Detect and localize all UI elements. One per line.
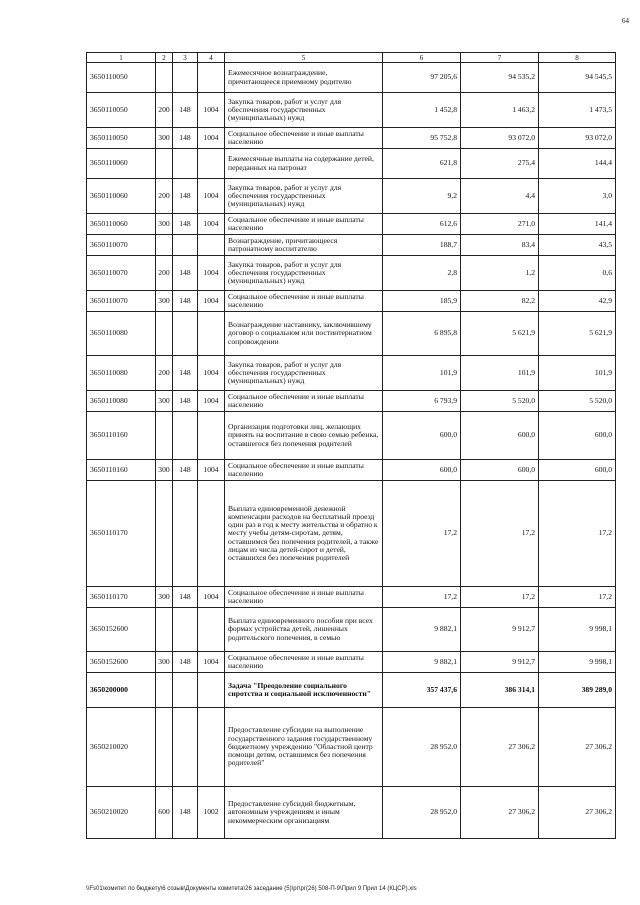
row-code: 3650110060 (87, 149, 156, 179)
row-value-col7: 17,2 (461, 587, 539, 608)
row-value-col8: 600,0 (539, 460, 616, 481)
row-type (156, 63, 173, 93)
row-value-col7: 1 463,2 (461, 93, 539, 128)
row-value-col8: 43,5 (539, 235, 616, 256)
row-value-col8: 5 520,0 (539, 391, 616, 412)
row-value-col7: 271,0 (461, 214, 539, 235)
row-value-col7: 4,4 (461, 179, 539, 214)
row-ministry (173, 673, 198, 708)
row-code: 3650110050 (87, 63, 156, 93)
row-code: 3650110080 (87, 356, 156, 391)
row-value-col8: 17,2 (539, 587, 616, 608)
row-value-col6: 188,7 (383, 235, 461, 256)
row-value-col6: 9 882,1 (383, 652, 461, 673)
row-type (156, 312, 173, 356)
row-type: 300 (156, 128, 173, 149)
row-description: Выплата единовременного пособия при всех формах устройства детей, лишенных родительского попечения, в семью (225, 608, 383, 652)
row-value-col7: 101,9 (461, 356, 539, 391)
row-value-col8: 42,9 (539, 291, 616, 312)
row-value-col7: 82,2 (461, 291, 539, 312)
row-value-col8: 94 545,5 (539, 63, 616, 93)
row-section (198, 149, 225, 179)
row-section: 1004 (198, 256, 225, 291)
row-section: 1004 (198, 460, 225, 481)
row-value-col6: 9 882,1 (383, 608, 461, 652)
column-header: 8 (539, 53, 616, 63)
row-value-col6: 1 452,8 (383, 93, 461, 128)
row-ministry: 148 (173, 179, 198, 214)
budget-table (86, 52, 616, 839)
column-header: 2 (156, 53, 173, 63)
row-type: 300 (156, 291, 173, 312)
row-ministry (173, 312, 198, 356)
row-value-col6: 95 752,8 (383, 128, 461, 149)
row-section (198, 235, 225, 256)
row-section (198, 412, 225, 460)
row-section (198, 481, 225, 587)
row-value-col7: 27 306,2 (461, 708, 539, 787)
row-description: Социальное обеспечение и иные выплаты населению (225, 291, 383, 312)
row-value-col7: 5 621,9 (461, 312, 539, 356)
row-description: Предоставление субсидии на выполнение государственного задания государственному бюджетному учреждению "Областной центр помощи детям, оставшимся без попечения родителей" (225, 708, 383, 787)
row-description: Вознаграждение, причитающееся патронатному воспитателю (225, 235, 383, 256)
column-header: 5 (225, 53, 383, 63)
row-description: Социальное обеспечение и иные выплаты населению (225, 460, 383, 481)
row-description: Закупка товаров, работ и услуг для обеспечения государственных (муниципальных) нужд (225, 356, 383, 391)
row-section: 1004 (198, 291, 225, 312)
column-header: 7 (461, 53, 539, 63)
table-row (87, 708, 616, 787)
row-code: 3650110070 (87, 291, 156, 312)
row-description: Ежемесячное вознаграждение, причитающееся приемному родителю (225, 63, 383, 93)
row-code: 3650110160 (87, 412, 156, 460)
row-code: 3650110170 (87, 587, 156, 608)
row-code: 3650110080 (87, 312, 156, 356)
column-header: 6 (383, 53, 461, 63)
row-value-col8: 144,4 (539, 149, 616, 179)
row-type: 600 (156, 787, 173, 839)
row-ministry: 148 (173, 787, 198, 839)
row-value-col8: 9 998,1 (539, 608, 616, 652)
table-row (87, 673, 616, 708)
row-value-col6: 28 952,0 (383, 708, 461, 787)
row-value-col7: 600,0 (461, 460, 539, 481)
row-description: Задача "Преодоление социального сиротства и социальной исключенности" (225, 673, 383, 708)
row-type (156, 481, 173, 587)
table-row (87, 149, 616, 179)
table-row (87, 356, 616, 391)
row-type: 300 (156, 214, 173, 235)
table-row (87, 481, 616, 587)
row-value-col7: 9 912,7 (461, 608, 539, 652)
row-value-col7: 386 314,1 (461, 673, 539, 708)
row-ministry: 148 (173, 128, 198, 149)
table-row (87, 652, 616, 673)
row-type: 200 (156, 93, 173, 128)
table-row (87, 608, 616, 652)
row-description: Закупка товаров, работ и услуг для обеспечения государственных (муниципальных) нужд (225, 179, 383, 214)
row-value-col6: 17,2 (383, 481, 461, 587)
row-value-col8: 600,0 (539, 412, 616, 460)
table-row (87, 291, 616, 312)
row-value-col6: 17,2 (383, 587, 461, 608)
row-type (156, 673, 173, 708)
row-value-col7: 5 520,0 (461, 391, 539, 412)
row-value-col8: 0,6 (539, 256, 616, 291)
row-description: Социальное обеспечение и иные выплаты населению (225, 214, 383, 235)
row-value-col6: 2,8 (383, 256, 461, 291)
row-description: Закупка товаров, работ и услуг для обеспечения государственных (муниципальных) нужд (225, 93, 383, 128)
row-description: Социальное обеспечение и иные выплаты населению (225, 652, 383, 673)
row-code: 3650200000 (87, 673, 156, 708)
row-code: 3650152600 (87, 652, 156, 673)
row-value-col7: 1,2 (461, 256, 539, 291)
row-ministry: 148 (173, 652, 198, 673)
row-section: 1004 (198, 93, 225, 128)
row-ministry (173, 481, 198, 587)
row-value-col6: 6 793,9 (383, 391, 461, 412)
row-code: 3650110170 (87, 481, 156, 587)
row-value-col6: 612,6 (383, 214, 461, 235)
file-path-footer: \\Fs01\комитет по бюджету\6 созыв\Документы комитета\26 заседание (5)\рг\рг(26) 508-П-9\Прил 9 Прил 14 (КЦСР).xls (86, 886, 417, 892)
row-value-col8: 27 306,2 (539, 787, 616, 839)
row-section: 1004 (198, 128, 225, 149)
table-row (87, 214, 616, 235)
table-row (87, 412, 616, 460)
row-type: 300 (156, 587, 173, 608)
row-value-col6: 600,0 (383, 460, 461, 481)
row-value-col8: 389 289,0 (539, 673, 616, 708)
row-code: 3650110070 (87, 256, 156, 291)
table-row (87, 128, 616, 149)
row-ministry: 148 (173, 256, 198, 291)
row-value-col8: 141,4 (539, 214, 616, 235)
row-description: Предоставление субсидий бюджетным, автономным учреждениям и иным некоммерческим организациям (225, 787, 383, 839)
row-value-col7: 93 072,0 (461, 128, 539, 149)
column-header: 3 (173, 53, 198, 63)
table-row (87, 63, 616, 93)
row-section (198, 63, 225, 93)
row-value-col8: 17,2 (539, 481, 616, 587)
row-type: 300 (156, 391, 173, 412)
row-value-col6: 621,8 (383, 149, 461, 179)
row-section: 1004 (198, 652, 225, 673)
row-code: 3650110050 (87, 93, 156, 128)
row-value-col6: 9,2 (383, 179, 461, 214)
table-row (87, 312, 616, 356)
row-ministry: 148 (173, 391, 198, 412)
page-number: 64 (622, 17, 629, 25)
row-value-col6: 6 895,8 (383, 312, 461, 356)
row-type: 200 (156, 179, 173, 214)
row-type (156, 149, 173, 179)
row-section (198, 708, 225, 787)
row-value-col8: 101,9 (539, 356, 616, 391)
table-row (87, 460, 616, 481)
row-code: 3650110160 (87, 460, 156, 481)
row-value-col7: 17,2 (461, 481, 539, 587)
row-value-col8: 5 621,9 (539, 312, 616, 356)
row-type (156, 412, 173, 460)
row-value-col6: 28 952,0 (383, 787, 461, 839)
table-row (87, 179, 616, 214)
row-ministry (173, 608, 198, 652)
table-row (87, 93, 616, 128)
row-description: Вознаграждение наставнику, заключившему договор о социальном или постинтернатном сопровождении (225, 312, 383, 356)
row-ministry: 148 (173, 356, 198, 391)
row-code: 3650110060 (87, 214, 156, 235)
row-value-col6: 357 437,6 (383, 673, 461, 708)
row-code: 3650210020 (87, 787, 156, 839)
row-value-col7: 600,0 (461, 412, 539, 460)
row-value-col8: 27 306,2 (539, 708, 616, 787)
row-section: 1004 (198, 214, 225, 235)
row-section: 1002 (198, 787, 225, 839)
row-description: Социальное обеспечение и иные выплаты населению (225, 128, 383, 149)
row-code: 3650110080 (87, 391, 156, 412)
row-value-col7: 275,4 (461, 149, 539, 179)
row-code: 3650152600 (87, 608, 156, 652)
row-description: Организация подготовки лиц, желающих принять на воспитание в свою семью ребенка, оставшегося без попечения родителей (225, 412, 383, 460)
table-row (87, 587, 616, 608)
row-section (198, 673, 225, 708)
row-code: 3650110050 (87, 128, 156, 149)
column-number-row (87, 53, 616, 63)
row-value-col8: 93 072,0 (539, 128, 616, 149)
row-value-col6: 600,0 (383, 412, 461, 460)
column-header: 1 (87, 53, 156, 63)
table-row (87, 235, 616, 256)
row-value-col7: 27 306,2 (461, 787, 539, 839)
row-value-col7: 9 912,7 (461, 652, 539, 673)
row-description: Выплата единовременной денежной компенсации расходов на бесплатный проезд один раз в год к месту жительства и обратно к месту учебы детям-сиротам, детям, оставшимся без попечения родителей, а также лицам из числа детей-сирот и детей, оставшихся без попечения родителей (225, 481, 383, 587)
row-description: Ежемесячные выплаты на содержание детей, переданных на патронат (225, 149, 383, 179)
row-code: 3650110070 (87, 235, 156, 256)
row-ministry (173, 235, 198, 256)
row-type (156, 608, 173, 652)
row-type: 300 (156, 460, 173, 481)
row-type: 200 (156, 356, 173, 391)
row-type (156, 235, 173, 256)
row-ministry (173, 63, 198, 93)
row-value-col8: 9 998,1 (539, 652, 616, 673)
row-type: 300 (156, 652, 173, 673)
row-value-col7: 83,4 (461, 235, 539, 256)
row-ministry (173, 149, 198, 179)
row-type (156, 708, 173, 787)
table-row (87, 391, 616, 412)
row-section: 1004 (198, 587, 225, 608)
row-value-col6: 185,9 (383, 291, 461, 312)
row-description: Закупка товаров, работ и услуг для обеспечения государственных (муниципальных) нужд (225, 256, 383, 291)
row-ministry: 148 (173, 291, 198, 312)
row-ministry (173, 412, 198, 460)
row-description: Социальное обеспечение и иные выплаты населению (225, 587, 383, 608)
row-value-col8: 3,0 (539, 179, 616, 214)
row-value-col8: 1 473,5 (539, 93, 616, 128)
row-value-col6: 101,9 (383, 356, 461, 391)
table-row (87, 787, 616, 839)
row-description: Социальное обеспечение и иные выплаты населению (225, 391, 383, 412)
row-code: 3650110060 (87, 179, 156, 214)
row-ministry: 148 (173, 93, 198, 128)
row-value-col7: 94 535,2 (461, 63, 539, 93)
row-section (198, 312, 225, 356)
table-row (87, 256, 616, 291)
row-ministry (173, 708, 198, 787)
column-header: 4 (198, 53, 225, 63)
row-ministry: 148 (173, 214, 198, 235)
row-ministry: 148 (173, 460, 198, 481)
row-type: 200 (156, 256, 173, 291)
row-section (198, 608, 225, 652)
row-value-col6: 97 205,6 (383, 63, 461, 93)
row-code: 3650210020 (87, 708, 156, 787)
row-section: 1004 (198, 179, 225, 214)
row-section: 1004 (198, 356, 225, 391)
row-section: 1004 (198, 391, 225, 412)
row-ministry: 148 (173, 587, 198, 608)
